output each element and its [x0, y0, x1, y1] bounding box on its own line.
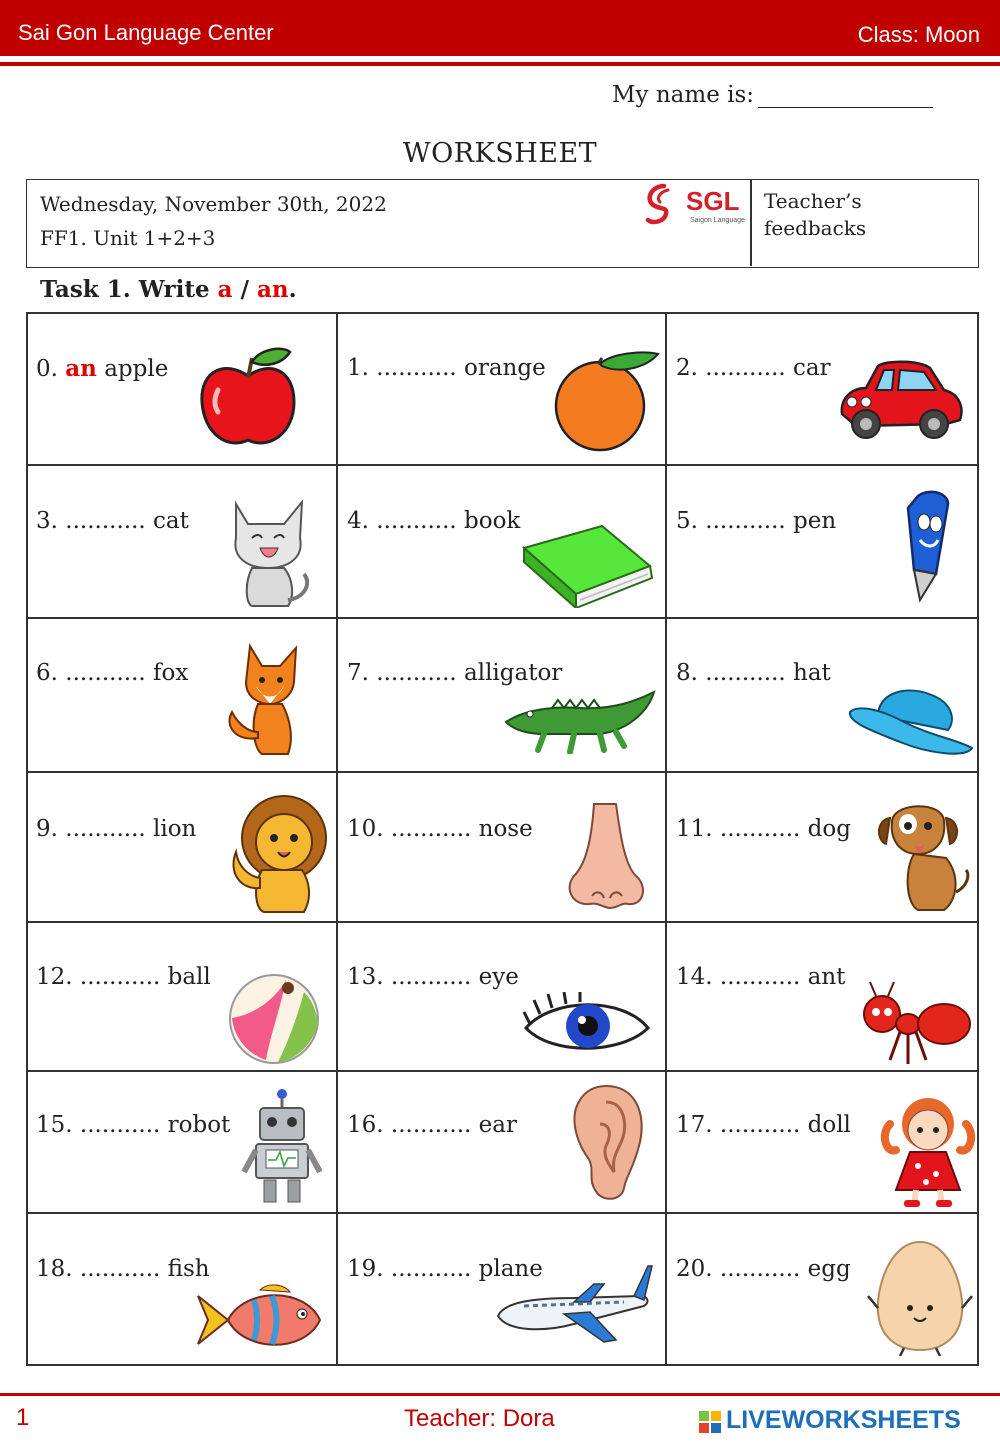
sgl-logo	[642, 180, 754, 235]
teacher-name: Teacher: Dora	[404, 1405, 555, 1432]
grid-line	[336, 312, 338, 1366]
unit-text: FF1. Unit 1+2+3	[40, 226, 216, 250]
grid-line	[26, 1212, 979, 1214]
grid-line	[26, 617, 979, 619]
grid-line	[665, 312, 667, 1366]
ball-icon	[226, 974, 322, 1064]
fox-icon	[222, 642, 312, 758]
pen-icon	[890, 488, 960, 604]
item-11: 11. ........... dog	[676, 816, 851, 842]
item-20: 20. ........... egg	[676, 1256, 851, 1282]
item-19: 19. ........... plane	[347, 1256, 543, 1282]
doll-icon	[880, 1094, 976, 1208]
grid-line	[26, 771, 979, 773]
apple-icon	[196, 346, 300, 454]
svg-text:Saigon Language: Saigon Language	[690, 217, 745, 224]
alligator-icon	[504, 682, 656, 754]
feedback-label: Teacher’s feedbacks	[764, 189, 867, 240]
liveworksheets-logo-icon	[698, 1410, 722, 1434]
item-7: 7. ........... alligator	[347, 660, 563, 686]
class-label: Class: Moon	[857, 22, 980, 47]
item-13: 13. ........... eye	[347, 964, 519, 990]
item-4: 4. ........... book	[347, 508, 521, 534]
grid-line	[26, 921, 979, 923]
orange-icon	[550, 350, 662, 452]
item-8: 8. ........... hat	[676, 660, 831, 686]
item-10: 10. ........... nose	[347, 816, 533, 842]
center-name: Sai Gon Language Center	[18, 20, 274, 45]
item-5: 5. ........... pen	[676, 508, 837, 534]
lion-icon	[222, 792, 332, 916]
exercise-grid	[26, 312, 979, 1366]
item-12: 12. ........... ball	[36, 964, 211, 990]
name-field	[612, 82, 933, 108]
dog-icon	[874, 796, 974, 916]
ant-icon	[860, 980, 972, 1070]
date-text: Wednesday, November 30th, 2022	[40, 192, 387, 216]
item-16: 16. ........... ear	[347, 1112, 517, 1138]
name-blank-line[interactable]	[758, 86, 933, 108]
car-icon	[836, 358, 966, 446]
liveworksheets-brand[interactable]: LIVEWORKSHEETS	[726, 1406, 961, 1434]
info-divider	[750, 180, 752, 266]
eye-icon	[522, 992, 652, 1062]
robot-icon	[240, 1088, 322, 1206]
grid-line	[26, 1364, 979, 1366]
info-box	[26, 179, 979, 268]
item-0: 0. an apple	[36, 355, 169, 382]
item-15: 15. ........... robot	[36, 1112, 231, 1138]
ear-icon	[566, 1084, 646, 1202]
item-17: 17. ........... doll	[676, 1112, 851, 1138]
egg-icon	[864, 1238, 976, 1356]
plane-icon	[494, 1262, 654, 1346]
book-icon	[520, 522, 660, 608]
grid-line	[26, 312, 979, 314]
item-14: 14. ........... ant	[676, 964, 846, 990]
grid-line	[977, 312, 979, 1366]
footer-rule	[0, 1393, 1000, 1396]
item-1: 1. ........... orange	[347, 355, 546, 381]
task-heading: Task 1. Write a / an.	[40, 276, 297, 303]
nose-icon	[564, 802, 648, 910]
name-prompt: My name is:	[612, 82, 755, 108]
cat-icon	[222, 494, 314, 608]
item-2: 2. ........... car	[676, 355, 831, 381]
grid-line	[26, 464, 979, 466]
grid-line	[26, 1070, 979, 1072]
item-6: 6. ........... fox	[36, 660, 189, 686]
page-number: 1	[16, 1404, 30, 1431]
item-18: 18. ........... fish	[36, 1256, 210, 1282]
svg-text:SGL: SGL	[686, 186, 740, 216]
page-title: WORKSHEET	[402, 138, 598, 169]
item-9: 9. ........... lion	[36, 816, 197, 842]
grid-line	[26, 312, 28, 1366]
hat-icon	[848, 682, 976, 762]
header-rule	[0, 62, 1000, 66]
item-3: 3. ........... cat	[36, 508, 189, 534]
fish-icon	[194, 1282, 324, 1358]
header-bar	[0, 0, 1000, 56]
